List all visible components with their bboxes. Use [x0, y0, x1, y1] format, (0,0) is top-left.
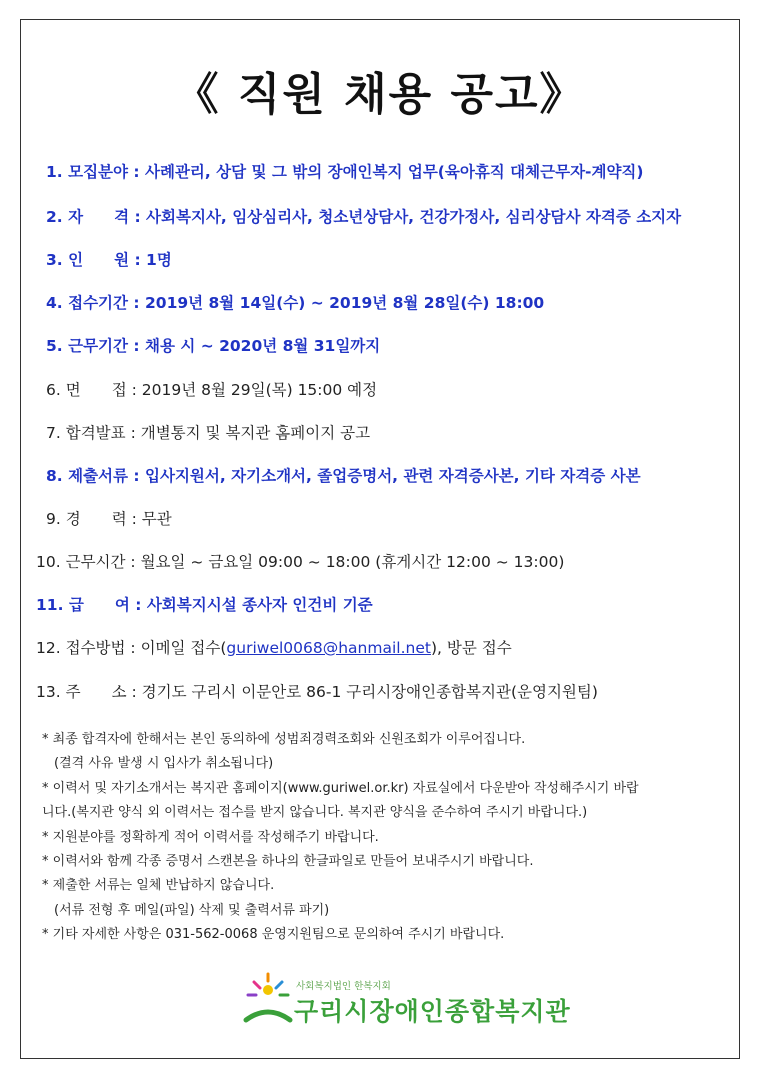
item-number: 13. [36, 683, 61, 701]
note-line: * 제출한 서류는 일체 반납하지 않습니다. [42, 878, 275, 894]
item-number: 7. [46, 424, 61, 442]
item-value: 입사지원서, 자기소개서, 졸업증명서, 관련 자격증사본, 기타 자격증 사본 [145, 467, 641, 485]
item-value: 월요일 ~ 금요일 09:00 ~ 18:00 (휴게시간 12:00 ~ 13:00) [140, 553, 565, 571]
item-label: 접수기간 [68, 294, 128, 312]
item-label: 자 격 [68, 208, 130, 226]
item-value-before: 이메일 접수( [140, 639, 227, 657]
note-line: (서류 전형 후 메일(파일) 삭제 및 출력서류 파기) [54, 902, 330, 918]
item-sep: : [126, 510, 142, 528]
item-number: 11. [36, 596, 64, 614]
item-number: 5. [46, 337, 63, 355]
note-line: * 이력서 및 자기소개서는 복지관 홈페이지(www.guriwel.or.kr) 자료실에서 다운받아 작성해주시기 바랍 [42, 780, 639, 796]
item-10 [36, 550, 564, 572]
logo-emblem-icon [240, 968, 296, 1028]
item-sep: : [129, 251, 147, 269]
item-value-after: ), 방문 접수 [430, 639, 512, 657]
notes [42, 728, 732, 948]
item-value: 채용 시 ~ 2020년 8월 31일까지 [145, 337, 381, 355]
item-value: 사회복지시설 종사자 인건비 기준 [146, 596, 373, 614]
item-label: 모집분야 [68, 163, 128, 181]
item-label: 경 력 [65, 510, 127, 528]
item-label: 접수방법 [65, 639, 126, 657]
item-sep: : [126, 381, 142, 399]
item-number: 3. [46, 251, 63, 269]
item-label: 인 원 [68, 251, 130, 269]
item-1 [46, 160, 643, 182]
item-sep: : [129, 208, 147, 226]
item-sep: : [125, 553, 141, 571]
item-8 [46, 464, 641, 486]
item-value: 2019년 8월 29일(목) 15:00 예정 [141, 381, 378, 399]
item-label: 제출서류 [68, 467, 128, 485]
item-value: 경기도 구리시 이문안로 86-1 구리시장애인종합복지관(운영지원팀) [141, 683, 598, 701]
item-4 [46, 291, 544, 313]
item-5 [46, 334, 380, 356]
item-7 [46, 421, 370, 443]
item-number: 8. [46, 467, 63, 485]
item-number: 2. [46, 208, 63, 226]
item-11 [36, 593, 373, 615]
item-sep: : [129, 596, 147, 614]
item-sep: : [126, 683, 142, 701]
item-label: 합격발표 [65, 424, 126, 442]
item-label: 근무기간 [68, 337, 128, 355]
item-value: 무관 [141, 510, 172, 528]
note-line: * 기타 자세한 사항은 031-562-0068 운영지원팀으로 문의하여 주시기 바랍니다. [42, 927, 505, 943]
note-line: * 최종 합격자에 한해서는 본인 동의하에 성범죄경력조회와 신원조회가 이루어집니다. [42, 732, 526, 747]
item-sep: : [128, 337, 145, 355]
note-line: (결격 사유 발생 시 입사가 취소됩니다) [54, 756, 274, 772]
organization-logo [240, 968, 571, 1028]
note-line: 니다.(복지관 양식 외 이력서는 접수를 받지 않습니다. 복지관 양식을 준수하여 주시기 바랍니다.) [42, 805, 588, 821]
item-13 [36, 680, 598, 702]
item-number: 9. [46, 510, 61, 528]
item-value: 2019년 8월 14일(수) ~ 2019년 8월 28일(수) 18:00 [145, 294, 545, 312]
item-number: 6. [46, 381, 61, 399]
item-2 [46, 205, 681, 227]
logo-subtitle: 사회복지법인 한복지회 [296, 981, 391, 992]
item-label: 면 접 [65, 381, 127, 399]
page-title: 《 직원 채용 공고》 [174, 69, 586, 120]
logo-name: 구리시장애인종합복지관 [294, 997, 571, 1026]
item-number: 1. [46, 163, 63, 181]
item-label: 근무시간 [65, 553, 126, 571]
item-value: 1명 [146, 251, 172, 269]
item-value: 사회복지사, 임상심리사, 청소년상담사, 건강가정사, 심리상담사 자격증 소지자 [146, 208, 682, 226]
item-sep: : [128, 467, 145, 485]
email-link[interactable]: guriwel0068@hanmail.net [226, 639, 431, 657]
note-line: * 이력서와 함께 각종 증명서 스캔본을 하나의 한글파일로 만들어 보내주시기 바랍니다. [42, 854, 534, 870]
item-sep: : [125, 424, 141, 442]
note-line: * 지원분야를 정확하게 적어 이력서를 작성해주기 바랍니다. [42, 829, 379, 845]
item-number: 10. [36, 553, 61, 571]
item-3 [46, 248, 172, 270]
item-value: 개별통지 및 복지관 홈페이지 공고 [140, 424, 371, 442]
item-number: 4. [46, 294, 63, 312]
item-9 [46, 507, 172, 529]
item-6 [46, 378, 377, 400]
item-sep: : [128, 163, 145, 181]
item-label: 급 여 [68, 596, 130, 614]
item-12 [36, 636, 512, 658]
item-label: 주 소 [65, 683, 127, 701]
item-number: 12. [36, 639, 61, 657]
item-sep: : [128, 294, 145, 312]
item-sep: : [125, 639, 141, 657]
item-value: 사례관리, 상담 및 그 밖의 장애인복지 업무(육아휴직 대체근무자-계약직) [145, 163, 644, 181]
